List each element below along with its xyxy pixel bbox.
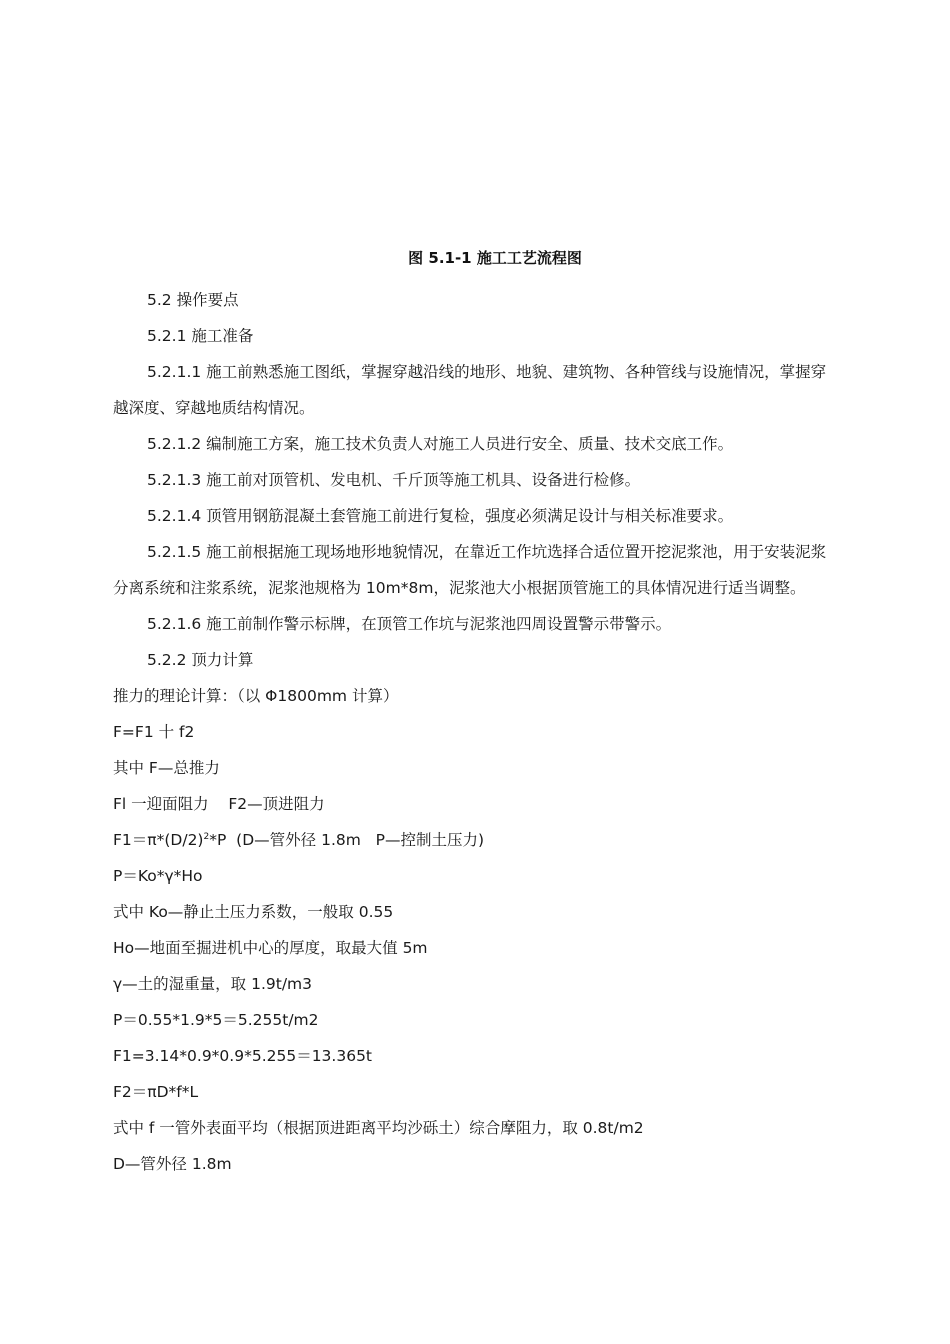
formula-f1	[113, 822, 835, 858]
formula-gamma-definition: γ—土的湿重量，取 1.9t/m3	[113, 975, 313, 993]
section-heading-5-2-2: 5.2.2 顶力计算	[147, 651, 254, 669]
paragraph-5-2-1-4: 5.2.1.4 顶管用钢筋混凝土套管施工前进行复检，强度必须满足设计与相关标准要求。	[147, 507, 734, 525]
formula-friction-definition: 式中 f 一管外表面平均（根据顶进距离平均沙砾土）综合摩阻力，取 0.8t/m2	[113, 1119, 644, 1137]
paragraph-5-2-1-3: 5.2.1.3 施工前对顶管机、发电机、千斤顶等施工机具、设备进行检修。	[147, 471, 641, 489]
formula-f1-exponent: 2	[203, 832, 210, 842]
formula-f1-calculation: F1=3.14*0.9*0.9*5.255＝13.365t	[113, 1047, 373, 1065]
formula-diameter-definition: D—管外径 1.8m	[113, 1155, 232, 1173]
figure-caption: 图 5.1-1 施工工艺流程图	[408, 249, 582, 267]
formula-f2-definition: F2＝πD*f*L	[113, 1083, 199, 1101]
formula-intro: 推力的理论计算：（以 Φ1800mm 计算）	[113, 687, 399, 705]
paragraph-5-2-1-5: 5.2.1.5 施工前根据施工现场地形地貌情况，在靠近工作坑选择合适位置开挖泥浆池，用于安装泥浆分离系统和注浆系统，泥浆池规格为 10m*8m，泥浆池大小根据顶管施工的具体情况进行适当调整。	[113, 543, 827, 597]
formula-total-force: F=F1 十 f2	[113, 723, 195, 741]
formula-f1-tail: *P (D—管外径 1.8m P—控制土压力)	[209, 831, 485, 849]
formula-p-calculation: P＝0.55*1.9*5＝5.255t/m2	[113, 1011, 319, 1029]
formula-f1-base: F1＝π*(D/2)	[113, 831, 204, 849]
formula-ho-definition: Ho—地面至掘进机中心的厚度，取最大值 5m	[113, 939, 428, 957]
formula-ko-definition: 式中 Ko—静止土压力系数，一般取 0.55	[113, 903, 394, 921]
formula-p-definition: P＝Ko*γ*Ho	[113, 867, 203, 885]
document-body	[113, 282, 835, 1182]
paragraph-5-2-1-1: 5.2.1.1 施工前熟悉施工图纸，掌握穿越沿线的地形、地貌、建筑物、各种管线与设施情况，掌握穿越深度、穿越地质结构情况。	[113, 363, 827, 417]
section-heading-5-2-1: 5.2.1 施工准备	[147, 327, 254, 345]
section-heading-5-2: 5.2 操作要点	[147, 291, 239, 309]
paragraph-5-2-1-2: 5.2.1.2 编制施工方案，施工技术负责人对施工人员进行安全、质量、技术交底工作。	[147, 435, 734, 453]
formula-force-parts: Fl 一迎面阻力 F2—顶进阻力	[113, 795, 325, 813]
formula-where-f: 其中 F—总推力	[113, 759, 220, 777]
paragraph-5-2-1-6: 5.2.1.6 施工前制作警示标牌，在顶管工作坑与泥浆池四周设置警示带警示。	[147, 615, 672, 633]
